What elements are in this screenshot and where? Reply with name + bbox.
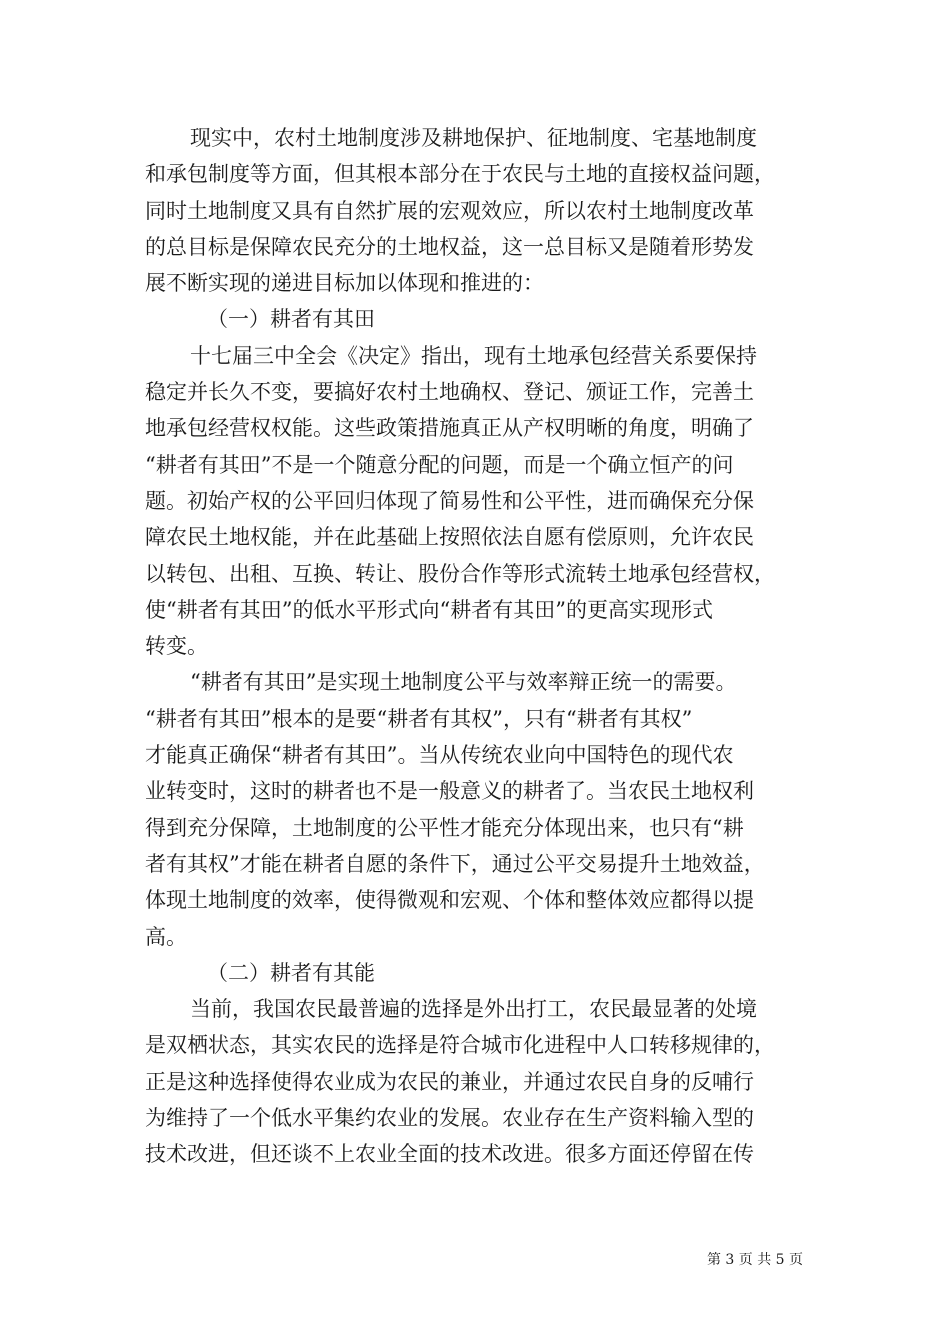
text-line: 体现土地制度的效率，使得微观和宏观、个体和整体效应都得以提	[145, 888, 754, 913]
text-line: 和承包制度等方面，但其根本部分在于农民与土地的直接权益问题，	[145, 162, 775, 187]
document-body	[145, 120, 805, 1173]
text-line: 同时土地制度又具有自然扩展的宏观效应，所以农村土地制度改革	[145, 198, 754, 223]
text-line: 的总目标是保障农民充分的土地权益，这一总目标又是随着形势发	[145, 234, 754, 259]
page-footer: 第 3 页 共 5 页	[706, 1252, 804, 1268]
text-line: 现实中，农村土地制度涉及耕地保护、征地制度、宅基地制度	[190, 126, 757, 150]
text-line: 地承包经营权权能。这些政策措施真正从产权明晰的角度，明确了	[145, 416, 754, 441]
text-line: 障农民土地权能，并在此基础上按照依法自愿有偿原则，允许农民	[145, 525, 754, 550]
text-line: 得到充分保障，土地制度的公平性才能充分体现出来，也只有“耕	[145, 815, 744, 840]
text-line: 高。	[145, 924, 187, 949]
text-line: “耕者有其田”根本的是要“耕者有其权”，只有“耕者有其权”	[145, 706, 693, 731]
text-line: 是双栖状态，其实农民的选择是符合城市化进程中人口转移规律的，	[145, 1033, 775, 1058]
text-line: 十七届三中全会《决定》指出，现有土地承包经营关系要保持	[190, 343, 757, 368]
text-line: 者有其权”才能在耕者自愿的条件下，通过公平交易提升土地效益，	[145, 851, 765, 876]
text-line: 技术改进，但还谈不上农业全面的技术改进。很多方面还停留在传	[145, 1142, 754, 1167]
text-line: 展不断实现的递进目标加以体现和推进的：	[145, 271, 544, 296]
text-line: 才能真正确保“耕者有其田”。当从传统农业向中国特色的现代农	[145, 743, 734, 768]
text-line: 题。初始产权的公平回归体现了简易性和公平性，进而确保充分保	[145, 488, 754, 513]
section-heading-2: （二）耕者有其能	[207, 960, 375, 985]
text-line: 业转变时，这时的耕者也不是一般意义的耕者了。当农民土地权利	[145, 779, 754, 804]
text-line: 当前，我国农民最普遍的选择是外出打工，农民最显著的处境	[190, 997, 757, 1022]
text-line: 使“耕者有其田”的低水平形式向“耕者有其田”的更高实现形式	[145, 597, 713, 622]
section-heading-1: （一）耕者有其田	[207, 307, 375, 332]
text-line: 以转包、出租、互换、转让、股份合作等形式流转土地承包经营权，	[145, 561, 775, 586]
text-line: 正是这种选择使得农业成为农民的兼业，并通过农民自身的反哺行	[145, 1069, 754, 1094]
text-line: 为维持了一个低水平集约农业的发展。农业存在生产资料输入型的	[145, 1106, 754, 1131]
text-line: “耕者有其田”是实现土地制度公平与效率辩正统一的需要。	[190, 670, 737, 695]
text-line: 转变。	[145, 634, 208, 659]
text-line: “耕者有其田”不是一个随意分配的问题，而是一个确立恒产的问	[145, 452, 734, 477]
text-line: 稳定并长久不变，要搞好农村土地确权、登记、颁证工作，完善土	[145, 380, 754, 405]
